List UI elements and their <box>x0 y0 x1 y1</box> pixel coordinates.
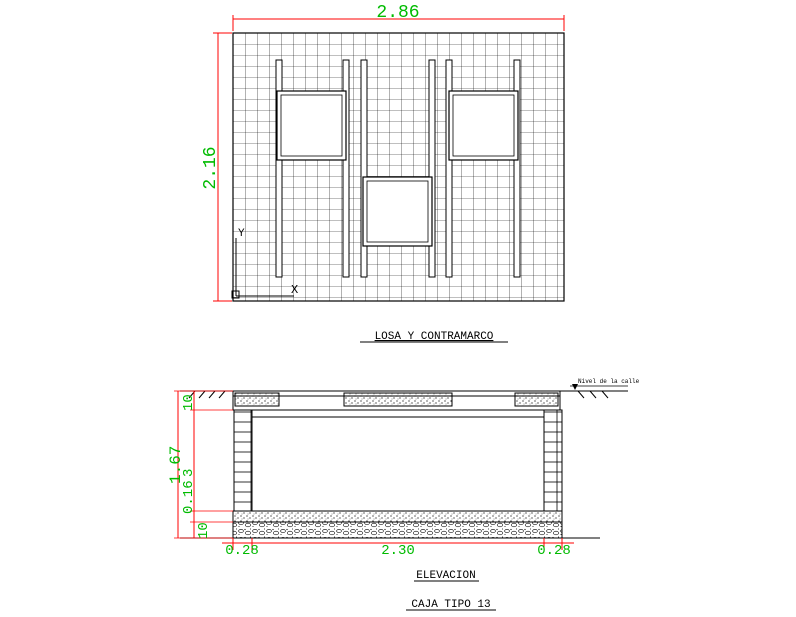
plan-title: LOSA Y CONTRAMARCO <box>374 331 494 343</box>
plan-width-dimension <box>233 3 564 31</box>
elev-inner-width-label: 2.30 <box>381 543 415 559</box>
street-level-marker <box>570 378 640 390</box>
plan-height-dimension <box>201 33 232 301</box>
elev-bottom-a-label: 0.16 <box>181 480 197 514</box>
inner-cavity <box>252 417 544 511</box>
street-level-label: Nivel de la calle <box>578 378 640 385</box>
base-slab <box>233 511 562 522</box>
plan-height-label: 2.16 <box>201 146 221 190</box>
elevation-view <box>167 378 640 611</box>
elevation-title: ELEVACION <box>416 570 476 582</box>
counterframe-center <box>344 393 452 406</box>
elevation-height-dimensions <box>167 391 233 539</box>
counterframe-left <box>235 393 279 406</box>
elev-total-height-label: 1.67 <box>167 445 185 484</box>
elev-top-slab-label: 10 <box>181 394 197 411</box>
elev-base-label: 10 <box>196 522 212 539</box>
counterframe-right <box>515 393 558 406</box>
plan-view <box>201 3 564 343</box>
elev-left-wall-label: 0.28 <box>225 543 259 559</box>
elevation-width-dimensions <box>222 538 574 559</box>
axis-x-label: X <box>291 283 299 297</box>
brick-wall-right <box>544 410 562 511</box>
axis-y-label: Y <box>238 228 245 240</box>
elev-right-wall-label: 0.28 <box>537 543 571 559</box>
box-type-title: CAJA TIPO 13 <box>411 599 491 611</box>
elev-bottom-b-label: 3 <box>181 468 197 477</box>
gravel-bed <box>233 522 562 538</box>
plan-width-label: 2.86 <box>376 3 420 23</box>
brick-wall-left <box>234 410 252 511</box>
